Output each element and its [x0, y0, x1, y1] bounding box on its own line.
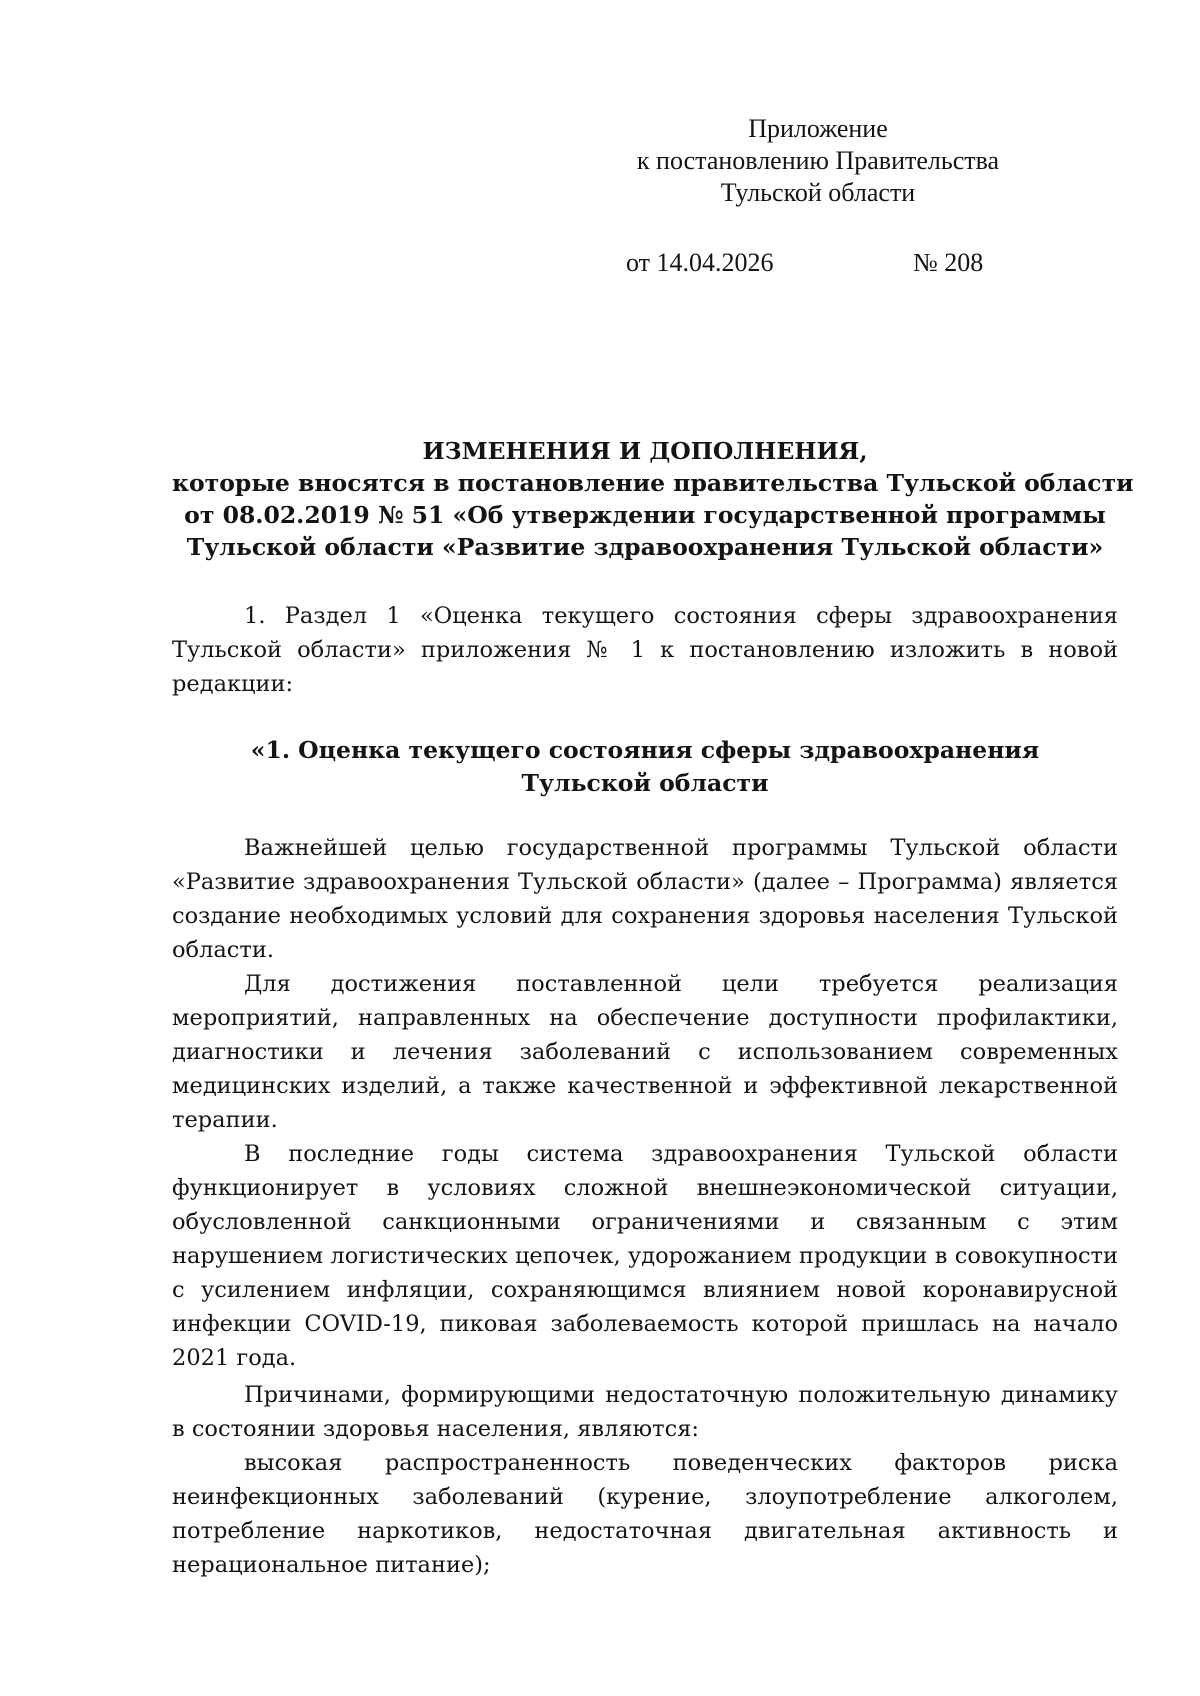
- appendix-line-2: к постановлению Правительства: [636, 146, 1000, 175]
- section-heading-line-1: «1. Оценка текущего состояния сферы здравоохранения: [250, 736, 1040, 764]
- appendix-line-3: Тульской области: [720, 178, 916, 207]
- title-line-4: Тульской области «Развитие здравоохранения Тульской области»: [186, 533, 1104, 561]
- item-1-paragraph: 1. Раздел 1 «Оценка текущего состояния сферы здравоохранения Тульской области» приложения № 1 к постановлению изложить в новой редакции:: [172, 603, 1118, 697]
- section-heading: [172, 734, 1118, 800]
- resolution-number: № 208: [913, 248, 984, 277]
- appendix-block: [598, 113, 1038, 209]
- title-line-1: ИЗМЕНЕНИЯ И ДОПОЛНЕНИЯ,: [422, 437, 868, 465]
- title-line-3: от 08.02.2019 № 51 «Об утверждении государственной программы: [184, 501, 1106, 529]
- section-heading-line-2: Тульской области: [521, 769, 769, 797]
- paragraph-causes: Причинами, формирующими недостаточную положительную динамику в состоянии здоровья населения, являются:: [172, 1382, 1118, 1442]
- paragraph-measures: Для достижения поставленной цели требуется реализация мероприятий, направленных на обеспечение доступности профилактики, диагностики и лечения заболеваний с использованием современных медицинских изделий, а также качественной и эффективной лекарственной терапии.: [172, 971, 1118, 1133]
- appendix-line-1: Приложение: [748, 114, 888, 143]
- body-paragraphs: [172, 831, 1118, 1582]
- paragraph-risk-factors: высокая распространенность поведенческих факторов риска неинфекционных заболеваний (курение, злоупотребление алкоголем, потребление наркотиков, недостаточная двигательная активность и нерациональное питание);: [172, 1450, 1118, 1578]
- title-line-2: которые вносятся в постановление правительства Тульской области: [172, 469, 1134, 497]
- paragraph-goal: Важнейшей целью государственной программы Тульской области «Развитие здравоохранения Тульской области» (далее – Программа) является создание необходимых условий для сохранения здоровья населения Тульской области.: [172, 835, 1118, 963]
- document-title: [172, 435, 1134, 563]
- resolution-date: от 14.04.2026: [626, 248, 774, 277]
- paragraph-context: В последние годы система здравоохранения Тульской области функционирует в условиях сложной внешнеэкономической ситуации, обусловленной санкционными ограничениями и связанным с этим нарушением логистических цепочек, удорожанием продукции в совокупности с усилением инфляции, сохраняющимся влиянием новой коронавирусной инфекции COVID-19, пиковая заболеваемость которой пришлась на начало 2021 года.: [172, 1141, 1118, 1371]
- item-1-block: [172, 599, 1118, 701]
